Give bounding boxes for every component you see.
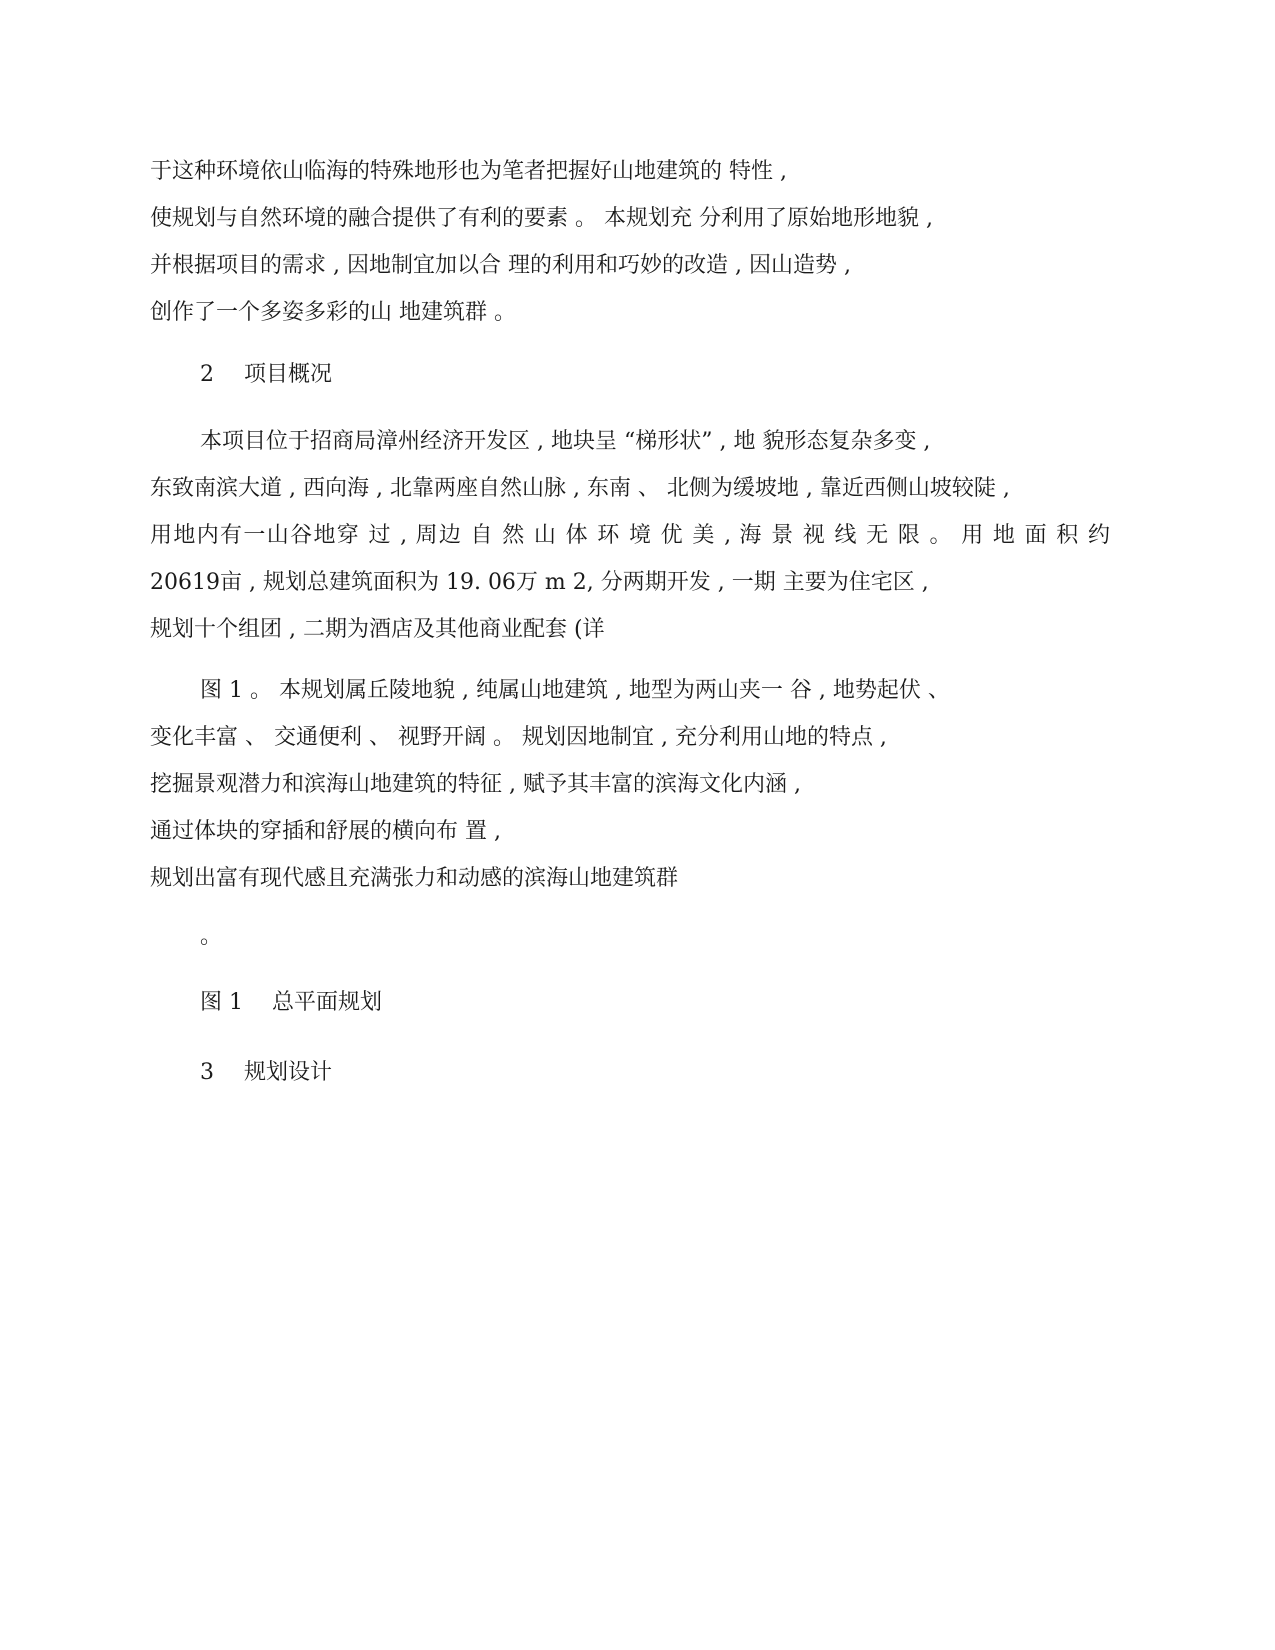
paragraph-line: 使规划与自然环境的融合提供了有利的要素 。 本规划充 分利用了原始地形地貌 , xyxy=(150,206,933,231)
section-title: 项目概况 xyxy=(244,362,333,387)
paragraph-line: 规划出富有现代感且充满张力和动感的滨海山地建筑群 xyxy=(150,866,679,891)
paragraph-line: 东致南滨大道 , 西向海 , 北靠两座自然山脉 , 东南 、 北侧为缓坡地 , 靠近西侧山坡较陡 , xyxy=(150,476,1010,501)
paragraph-line: 于这种环境依山临海的特殊地形也为笔者把握好山地建筑的 特性 , xyxy=(150,159,787,184)
paragraph-line: 挖掘景观潜力和滨海山地建筑的特征 , 赋予其丰富的滨海文化内涵 , xyxy=(150,772,801,797)
figure-title: 总平面规划 xyxy=(272,990,383,1015)
section-number: 2 xyxy=(200,362,214,387)
paragraph-line: 创作了一个多姿多彩的山 地建筑群 。 xyxy=(150,300,516,325)
section-title: 规划设计 xyxy=(244,1060,333,1085)
figure-caption xyxy=(200,988,382,1018)
paragraph-3 xyxy=(150,667,1110,902)
section-heading-3 xyxy=(200,1058,332,1088)
figure-number: 图 1 xyxy=(200,990,243,1015)
paragraph-line: 用地内有一山谷地穿 过 , 周边 自 然 山 体 环 境 优 美 , 海 景 视 线 无 限 。 用 地 面 积 约 xyxy=(150,523,1110,548)
paragraph-line: 图 1 。 本规划属丘陵地貌 , 纯属山地建筑 , 地型为两山夹一 谷 , 地势起伏 、 xyxy=(200,678,950,703)
section-heading-2 xyxy=(200,360,332,390)
paragraph-line: 并根据项目的需求 , 因地制宜加以合 理的利用和巧妙的改造 , 因山造势 , xyxy=(150,253,851,278)
paragraph-line: 20619亩 , 规划总建筑面积为 19. 06万 m 2, 分两期开发 , 一期 主要为住宅区 , xyxy=(150,570,929,595)
section-number: 3 xyxy=(200,1060,214,1085)
paragraph-line: 通过体块的穿插和舒展的横向布 置 , xyxy=(150,819,501,844)
paragraph-2 xyxy=(150,418,1110,653)
paragraph-line: 变化丰富 、 交通便利 、 视野开阔 。 规划因地制宜 , 充分利用山地的特点 , xyxy=(150,725,887,750)
paragraph-line: 本项目位于招商局漳州经济开发区 , 地块呈 “梯形状” , 地 貌形态复杂多变 , xyxy=(200,429,931,454)
paragraph-1 xyxy=(150,148,1110,336)
paragraph-line: 规划十个组团 , 二期为酒店及其他商业配套 (详 xyxy=(150,617,605,642)
trailing-period: 。 xyxy=(200,924,223,949)
